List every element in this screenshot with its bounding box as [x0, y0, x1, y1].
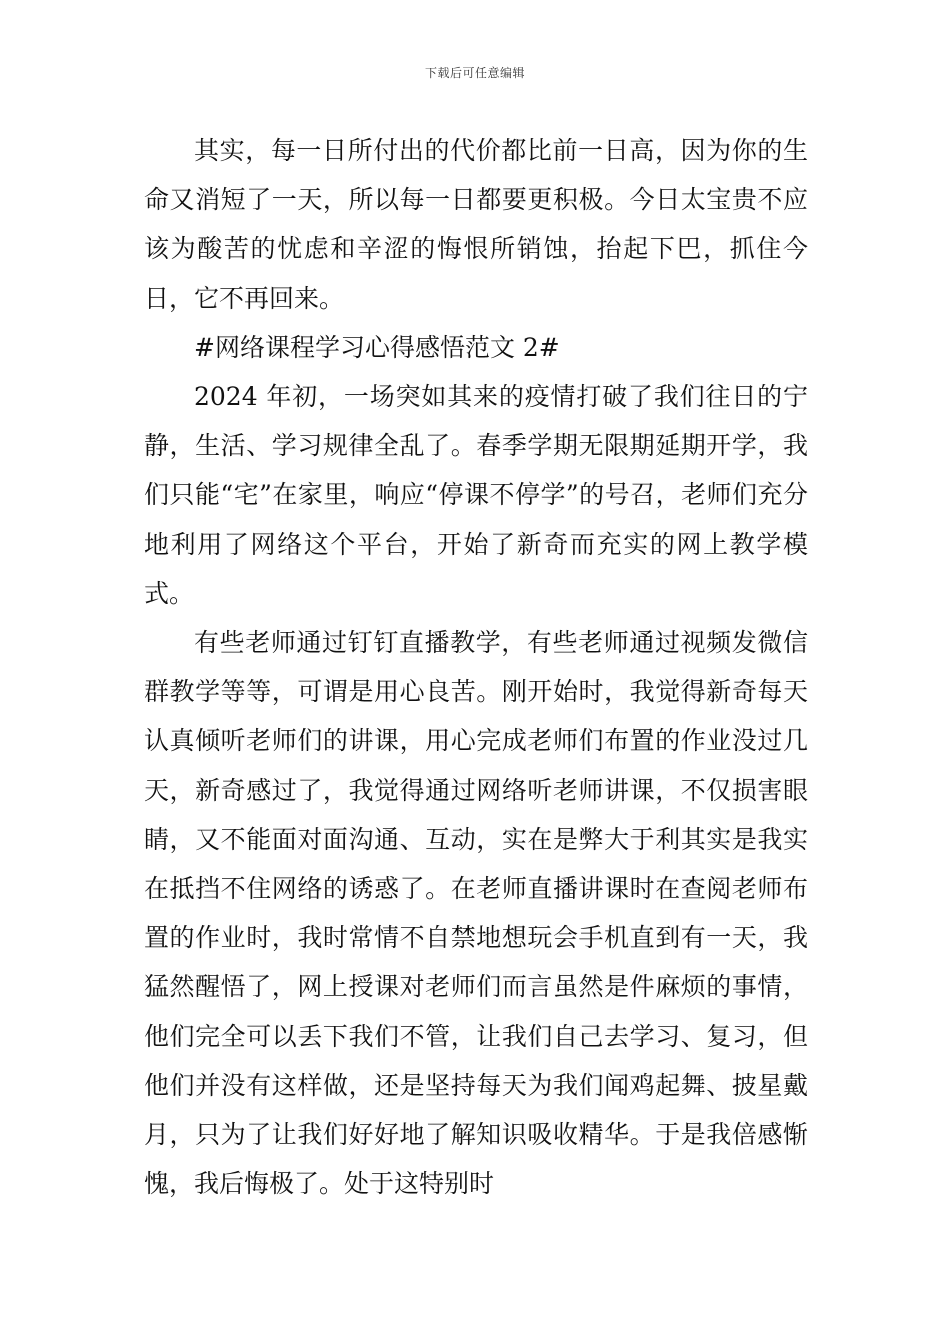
paragraph-2: 2024 年初，一场突如其来的疫情打破了我们往日的宁静，生活、学习规律全乱了。春季学期无限期延期开学，我们只能“宅”在家里，响应“停课不停学”的号召，老师们充分地利用了网络这个平台，开始了新奇而充实的网上教学模式。 — [144, 382, 808, 608]
paragraph-1: 其实，每一日所付出的代价都比前一日高，因为你的生命又消短了一天，所以每一日都要更积极。今日太宝贵不应该为酸苦的忧虑和辛涩的悔恨所销蚀，抬起下巴，抓住今日，它不再回来。 — [144, 136, 808, 313]
paragraph-3: 有些老师通过钉钉直播教学，有些老师通过视频发微信群教学等等，可谓是用心良苦。刚开始时，我觉得新奇每天认真倾听老师们的讲课，用心完成老师们布置的作业没过几天，新奇感过了，我觉得通过网络听老师讲课，不仅损害眼睛，又不能面对面沟通、互动，实在是弊大于利其实是我实在抵挡不住网络的诱惑了。在老师直播讲课时在查阅老师布置的作业时，我时常情不自禁地想玩会手机直到有一天，我猛然醒悟了，网上授课对老师们而言虽然是件麻烦的事情，他们完全可以丢下我们不管，让我们自己去学习、复习，但他们并没有这样做，还是坚持每天为我们闻鸡起舞、披星戴月，只为了让我们好好地了解知识吸收精华。于是我倍感惭愧，我后悔极了。处于这特别时 — [144, 628, 808, 1199]
document-body — [144, 126, 808, 1208]
page-header-note: 下载后可任意编辑 — [424, 66, 525, 80]
section-heading: #网络课程学习心得感悟范文 2# — [194, 332, 560, 362]
